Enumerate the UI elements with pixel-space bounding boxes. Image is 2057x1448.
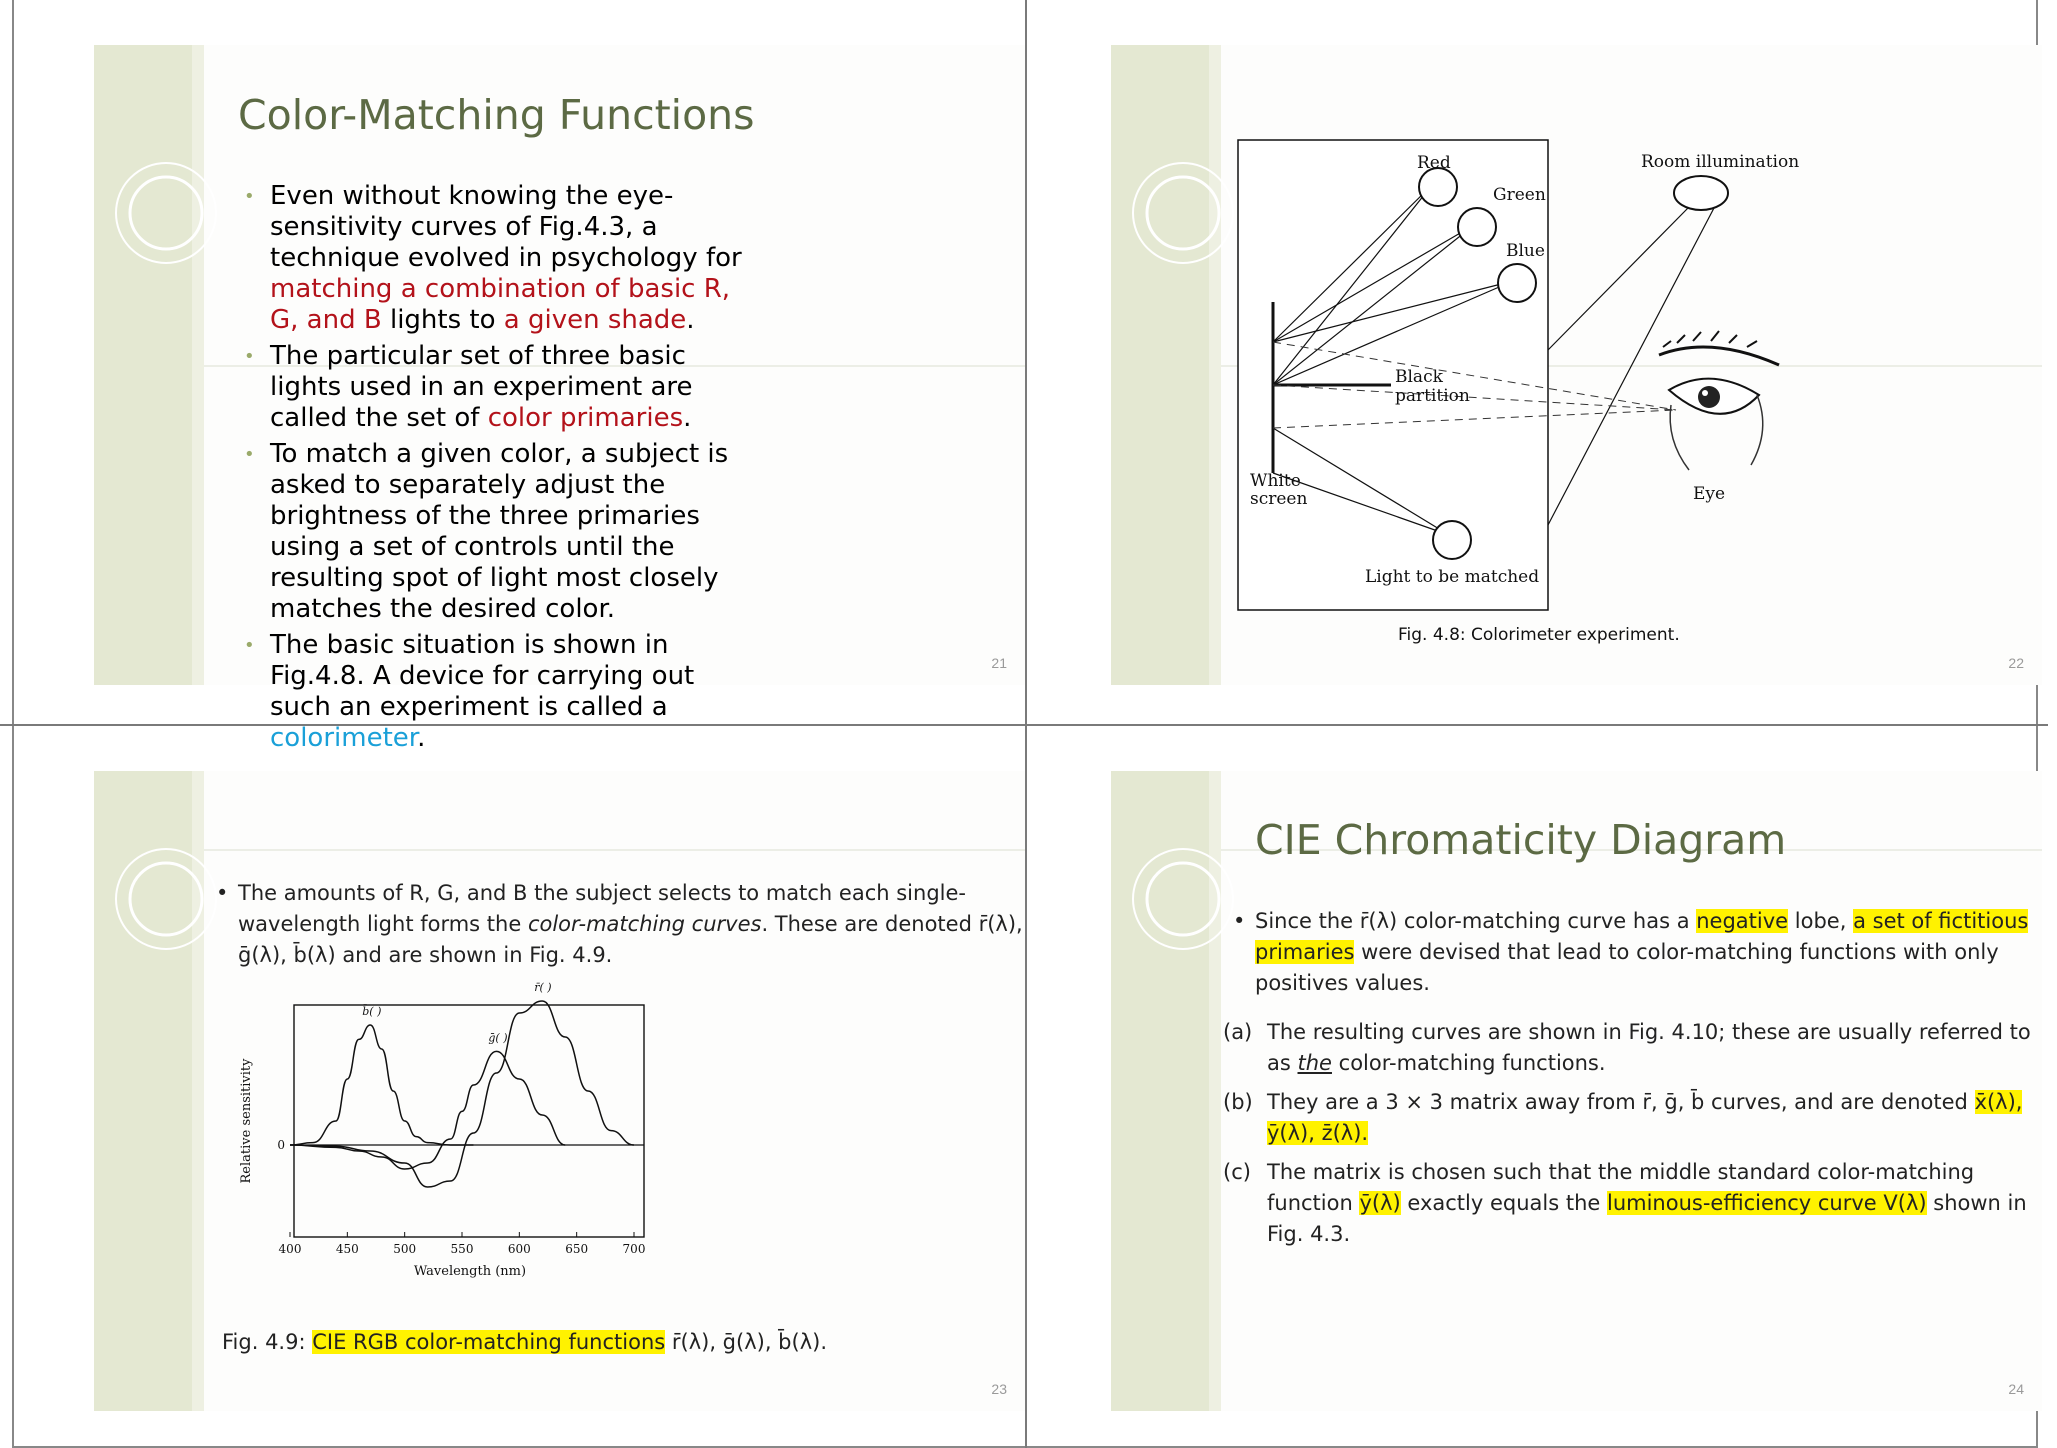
series-label-2: r̄( ) xyxy=(534,981,552,994)
x-tick-label: 600 xyxy=(507,1242,531,1256)
bullet-dot: • xyxy=(1233,909,1246,933)
bullet-item: • Even without knowing the eye-sensitivity curves of Fig.4.3, a technique evolved in psychology for matching a combination of basic R, G, and B lights to a given shade. xyxy=(244,181,742,335)
bullet-dot: • xyxy=(216,881,229,905)
list-item-c: (c) The matrix is chosen such that the middle standard color-matching function ȳ(λ) exactly equals the luminous-efficiency curve V(λ) shown in Fig. 4.3. xyxy=(1223,1160,2027,1246)
x-tick-label: 450 xyxy=(335,1242,359,1256)
slide-decor-circles xyxy=(104,831,214,961)
bullet-dot: • xyxy=(244,635,255,656)
slide-24 xyxy=(1111,771,2042,1411)
x-tick-label: 700 xyxy=(622,1242,646,1256)
green-lamp xyxy=(1458,208,1496,246)
blue-lamp xyxy=(1498,264,1536,302)
bullet-dot: • xyxy=(244,186,255,207)
slide-title: CIE Chromaticity Diagram xyxy=(1255,816,1787,864)
x-tick-label: 550 xyxy=(450,1242,474,1256)
bullet-item: • The particular set of three basic lights used in an experiment are called the set of color primaries. xyxy=(244,341,693,433)
page-number: 21 xyxy=(991,655,1007,671)
label-red: Red xyxy=(1417,153,1451,173)
x-tick-label: 400 xyxy=(278,1242,302,1256)
label-blue: Blue xyxy=(1506,241,1545,261)
room-panel xyxy=(1548,140,2042,610)
slide-title: Color-Matching Functions xyxy=(238,91,755,139)
label-white: White xyxy=(1250,471,1301,491)
slide-21 xyxy=(94,45,1025,753)
label-green: Green xyxy=(1493,185,1546,205)
plot-frame xyxy=(294,1005,644,1237)
bullet-list xyxy=(238,181,758,759)
x-axis-label: Wavelength (nm) xyxy=(413,1264,527,1279)
slide-decor-strip xyxy=(94,45,192,685)
cmf-chart xyxy=(224,981,924,1291)
y-axis-label: Relative sensitivity xyxy=(239,1058,254,1184)
page-number: 24 xyxy=(2008,1381,2024,1397)
series-line-0 xyxy=(290,1025,473,1145)
label-black: Black xyxy=(1395,367,1443,387)
list-item-b: (b) They are a 3 × 3 matrix away from r̄, ḡ, b̄ curves, and are denoted x̄(λ), ȳ(λ), z̄(λ). xyxy=(1223,1090,2023,1145)
label-room: Room illumination xyxy=(1641,152,1800,172)
bullet-dot: • xyxy=(244,346,255,367)
page-number: 22 xyxy=(2008,655,2024,671)
slide-22 xyxy=(1111,45,2042,685)
slide-separator-line xyxy=(204,849,1025,851)
y-tick-label: 0 xyxy=(277,1138,285,1152)
test-lamp xyxy=(1433,521,1471,559)
caption-highlight: CIE RGB color-matching functions xyxy=(312,1330,666,1354)
bullet-dot: • xyxy=(244,444,255,465)
room-lamp xyxy=(1674,176,1728,210)
page-number: 23 xyxy=(991,1381,1007,1397)
label-screen: screen xyxy=(1250,489,1308,509)
label-light: Light to be matched xyxy=(1365,567,1540,587)
eye-icon xyxy=(1659,331,1779,470)
slide-decor-strip xyxy=(192,45,204,685)
series-line-1 xyxy=(290,1051,565,1169)
list-item-a: (a) The resulting curves are shown in Fig. 4.10; these are usually referred to as the color-matching functions. xyxy=(1223,1020,2031,1075)
slide-decor-circles xyxy=(1121,831,1231,961)
series-line-2 xyxy=(290,1001,634,1187)
label-eye: Eye xyxy=(1693,484,1726,504)
x-tick-label: 650 xyxy=(565,1242,589,1256)
slide-decor-circles xyxy=(104,145,214,275)
bullet-item: • The basic situation is shown in Fig.4.8. A device for carrying out such an experiment is called a colorimeter. xyxy=(244,630,695,753)
x-tick-label: 500 xyxy=(393,1242,417,1256)
bullet-item: • To match a given color, a subject is asked to separately adjust the brightness of the three primaries using a set of controls until the resulting spot of light most closely matches the desired color. xyxy=(244,439,729,624)
series-label-1: ḡ( ) xyxy=(488,1031,508,1045)
label-partition: partition xyxy=(1395,386,1470,406)
body-paragraph: • The amounts of R, G, and B the subject selects to match each single-wavelength light forms the color-matching curves. These are denoted r̄(λ), ḡ(λ), b̄(λ) and are shown in Fig. 4.9. xyxy=(216,878,1038,971)
colorimeter-diagram xyxy=(1111,45,2042,685)
diagram-frame xyxy=(1238,140,1548,610)
figure-caption: Fig. 4.9: CIE RGB color-matching functions r̄(λ), ḡ(λ), b̄(λ). xyxy=(222,1330,827,1354)
slide-23 xyxy=(94,771,1025,1411)
red-lamp xyxy=(1419,168,1457,206)
figure-caption: Fig. 4.8: Colorimeter experiment. xyxy=(1398,625,1680,645)
intro-paragraph: • Since the r̄(λ) color-matching curve has a negative lobe, a set of fictitious primaries were devised that lead to color-matching functions with only positives values. xyxy=(1233,906,2045,999)
series-label-0: b̄( ) xyxy=(362,1005,382,1018)
